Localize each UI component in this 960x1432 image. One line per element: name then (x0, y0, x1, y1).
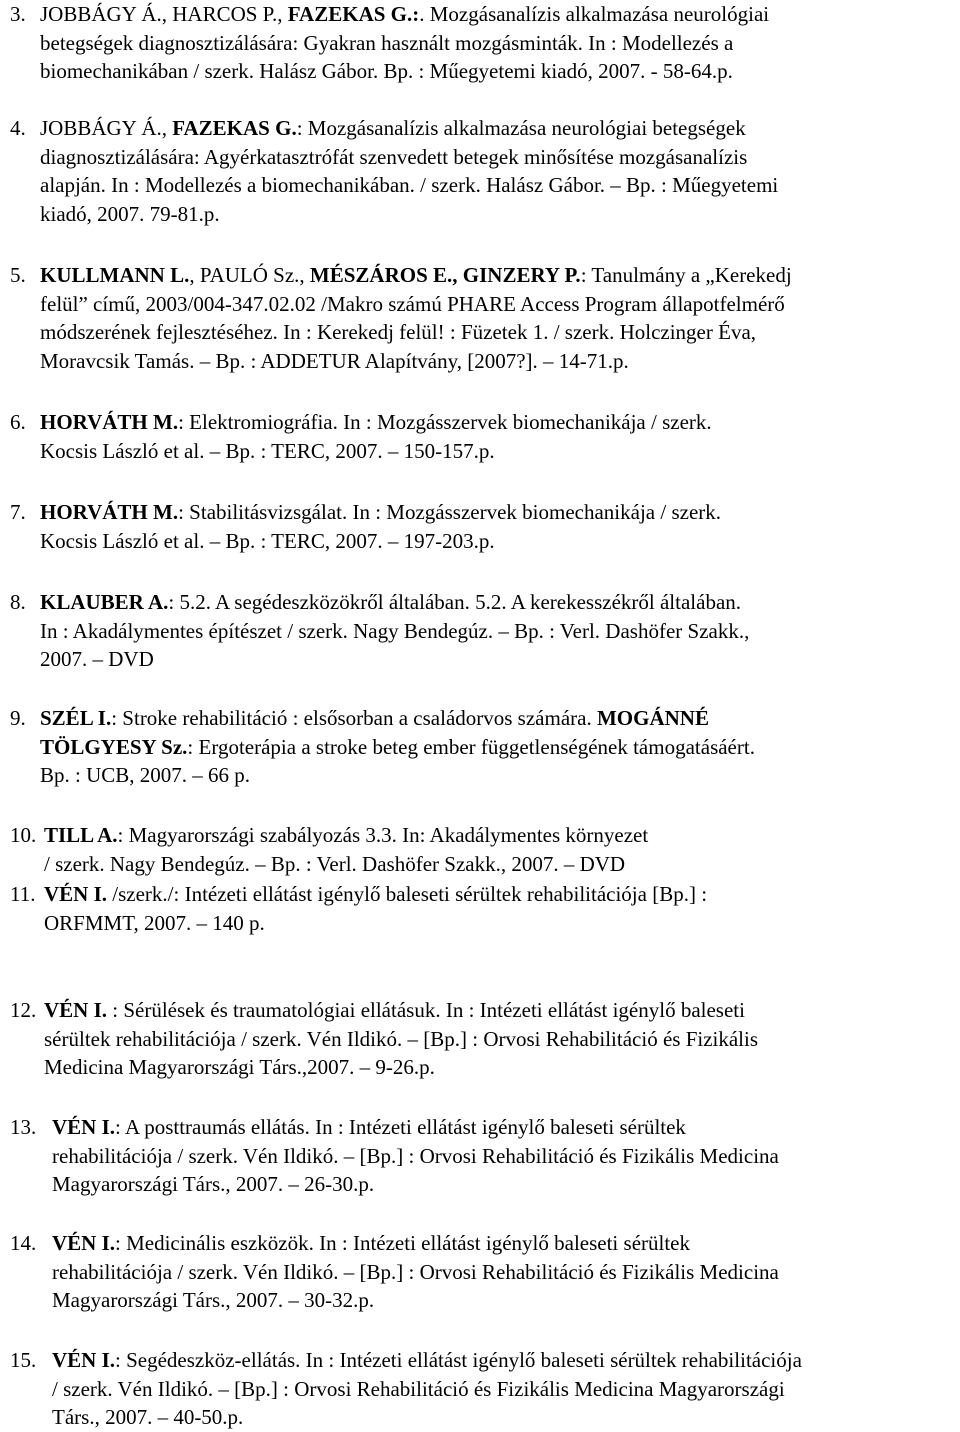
reference-number: 9. (10, 706, 26, 730)
citation-text: : Mozgásanalízis alkalmazása neurológiai betegségek (296, 116, 746, 140)
citation-text: Magyarországi Társ., 2007. – 30-32.p. (52, 1288, 375, 1312)
reference-number: 15. (10, 1348, 37, 1372)
author-name: SZÉL I. (40, 706, 112, 730)
citation-text: : Sérülések és traumatológiai ellátásuk. In : Intézeti ellátást igénylő baleseti (107, 998, 745, 1022)
reference-line (44, 821, 960, 850)
author-name: HORVÁTH M. (40, 500, 179, 524)
reference-line (40, 527, 960, 556)
citation-text: Moravcsik Tamás. – Bp. : ADDETUR Alapítvány, [2007?]. – 14-71.p. (40, 348, 629, 373)
reference-line (40, 733, 960, 762)
citation-text: : Ergoterápia a stroke beteg ember függetlenségének támogatásáért. (187, 734, 755, 759)
citation-text: : Segédeszköz-ellátás. In : Intézeti ellátást igénylő baleseti sérültek rehabilitációja (115, 1348, 802, 1372)
citation-text: : Magyarországi szabályozás 3.3. In: Akadálymentes környezet (117, 823, 649, 847)
reference-text (44, 821, 960, 878)
reference-number: 5. (10, 263, 26, 287)
citation-text: Kocsis László et al. – Bp. : TERC, 2007. – 150-157.p. (40, 438, 495, 463)
reference-line (52, 1142, 960, 1171)
citation-text: sérültek rehabilitációja / szerk. Vén Ildikó. – [Bp.] : Orvosi Rehabilitáció és Fizikális (44, 1026, 759, 1051)
citation-text: . Mozgásanalízis alkalmazása neurológiai (419, 2, 770, 26)
author-name: KULLMANN L. (40, 263, 190, 287)
reference-line (40, 408, 960, 437)
reference-line (52, 1258, 960, 1287)
reference-line (40, 498, 960, 527)
reference-line (40, 143, 960, 172)
reference-line (40, 588, 960, 617)
reference-number: 3. (10, 2, 26, 26)
citation-text: rehabilitációja / szerk. Vén Ildikó. – [Bp.] : Orvosi Rehabilitáció és Fizikális Medicina (52, 1259, 779, 1284)
reference-number: 12. (10, 998, 37, 1022)
reference-text (40, 0, 960, 86)
reference-number: 10. (10, 823, 37, 847)
author-name: VÉN I. (52, 1348, 116, 1372)
reference-line (52, 1403, 960, 1432)
citation-text: /szerk./: Intézeti ellátást igénylő baleseti sérültek rehabilitációja [Bp.] : (107, 882, 708, 906)
reference-text (44, 880, 960, 937)
reference-text (40, 704, 960, 790)
author-name: HORVÁTH M. (40, 410, 179, 434)
reference-line (40, 290, 960, 319)
author-name: VÉN I. (52, 1115, 116, 1139)
reference-text (40, 588, 960, 674)
citation-text: : Elektromiográfia. In : Mozgásszervek biomechanikája / szerk. (178, 410, 712, 434)
citation-text: , PAULÓ Sz., (189, 263, 310, 287)
reference-line (52, 1346, 960, 1375)
author-name: VÉN I. (44, 882, 108, 906)
reference-number: 14. (10, 1231, 37, 1255)
reference-number: 7. (10, 500, 26, 524)
citation-text: Medicina Magyarországi Társ.,2007. – 9-26.p. (44, 1055, 435, 1079)
reference-line (44, 1053, 960, 1082)
citation-text: Bp. : UCB, 2007. – 66 p. (40, 763, 251, 787)
author-name: VÉN I. (52, 1231, 116, 1255)
reference-number: 6. (10, 410, 26, 434)
reference-line (44, 1025, 960, 1054)
citation-text: biomechanikában / szerk. Halász Gábor. Bp. : Műegyetemi kiadó, 2007. - 58-64.p. (40, 59, 733, 83)
reference-text (40, 498, 960, 555)
citation-text: módszerének fejlesztéséhez. In : Kerekedj felül! : Füzetek 1. / szerk. Holczinger Éva, (40, 320, 757, 344)
citation-text: : Stroke rehabilitáció : elsősorban a családorvos számára. (111, 706, 597, 730)
reference-line (40, 347, 960, 376)
citation-text: : 5.2. A segédeszközökről általában. 5.2. A kerekesszékről általában. (168, 590, 742, 614)
citation-text: rehabilitációja / szerk. Vén Ildikó. – [Bp.] : Orvosi Rehabilitáció és Fizikális Medicina (52, 1143, 779, 1168)
author-name: TÖLGYESY Sz. (40, 734, 188, 759)
reference-line (52, 1229, 960, 1258)
reference-line (52, 1286, 960, 1315)
citation-text: Magyarországi Társ., 2007. – 26-30.p. (52, 1172, 375, 1196)
reference-text (52, 1113, 960, 1199)
reference-text (52, 1229, 960, 1315)
citation-text: / szerk. Vén Ildikó. – [Bp.] : Orvosi Rehabilitáció és Fizikális Medicina Magyarországi (52, 1376, 785, 1401)
reference-line (40, 200, 960, 229)
citation-text: : Stabilitásvizsgálat. In : Mozgásszervek biomechanikája / szerk. (178, 500, 722, 524)
citation-text: alapján. In : Modellezés a biomechanikában. / szerk. Halász Gábor. – Bp. : Műegyetemi (40, 173, 779, 197)
reference-line (40, 704, 960, 733)
reference-line (40, 645, 960, 674)
reference-number: 13. (10, 1115, 37, 1139)
reference-line (40, 761, 960, 790)
reference-line (40, 29, 960, 58)
reference-number: 8. (10, 590, 26, 614)
author-name: MOGÁNNÉ (596, 706, 709, 730)
reference-text (44, 996, 960, 1082)
citation-text: : Tanulmány a „Kerekedj (580, 263, 792, 287)
reference-line (44, 996, 960, 1025)
reference-line (52, 1113, 960, 1142)
reference-text (52, 1346, 960, 1432)
reference-line (40, 0, 960, 29)
author-name: FAZEKAS G.: (287, 2, 420, 26)
citation-text: Társ., 2007. – 40-50.p. (52, 1405, 244, 1429)
citation-text: Kocsis László et al. – Bp. : TERC, 2007. – 197-203.p. (40, 528, 495, 553)
reference-line (44, 909, 960, 938)
citation-text: JOBBÁGY Á., (40, 116, 173, 140)
reference-number: 4. (10, 116, 26, 140)
reference-line (40, 57, 960, 86)
reference-line (40, 261, 960, 290)
citation-text: : A posttraumás ellátás. In : Intézeti ellátást igénylő baleseti sérültek (115, 1115, 686, 1139)
author-name: MÉSZÁROS E., GINZERY P. (309, 263, 581, 287)
citation-text: kiadó, 2007. 79-81.p. (40, 201, 220, 226)
reference-line (44, 880, 960, 909)
citation-text: 2007. – DVD (40, 647, 154, 671)
author-name: TILL A. (44, 823, 118, 847)
citation-text: JOBBÁGY Á., HARCOS P., (40, 2, 288, 26)
reference-line (40, 437, 960, 466)
citation-text: betegségek diagnosztizálására: Gyakran használt mozgásminták. In : Modellezés a (40, 30, 734, 55)
reference-line (40, 171, 960, 200)
reference-line (44, 850, 960, 879)
citation-text: felül” című, 2003/004-347.02.02 /Makro számú PHARE Access Program állapotfelmérő (40, 291, 785, 316)
citation-text: / szerk. Nagy Bendegúz. – Bp. : Verl. Dashöfer Szakk., 2007. – DVD (44, 851, 626, 876)
reference-line (40, 318, 960, 347)
citation-text: diagnosztizálására: Agyérkatasztrófát szenvedett betegek minősítése mozgásanalízis (40, 144, 748, 169)
citation-text: ORFMMT, 2007. – 140 p. (44, 910, 265, 935)
reference-text (40, 261, 960, 375)
reference-text (40, 114, 960, 228)
reference-line (40, 617, 960, 646)
reference-line (52, 1170, 960, 1199)
author-name: VÉN I. (44, 998, 108, 1022)
reference-line (52, 1375, 960, 1404)
reference-number: 11. (10, 882, 36, 906)
author-name: FAZEKAS G. (172, 116, 297, 140)
reference-line (40, 114, 960, 143)
author-name: KLAUBER A. (40, 590, 169, 614)
citation-text: In : Akadálymentes építészet / szerk. Nagy Bendegúz. – Bp. : Verl. Dashöfer Szakk., (40, 618, 750, 643)
reference-text (40, 408, 960, 465)
citation-text: : Medicinális eszközök. In : Intézeti ellátást igénylő baleseti sérültek (115, 1231, 690, 1255)
